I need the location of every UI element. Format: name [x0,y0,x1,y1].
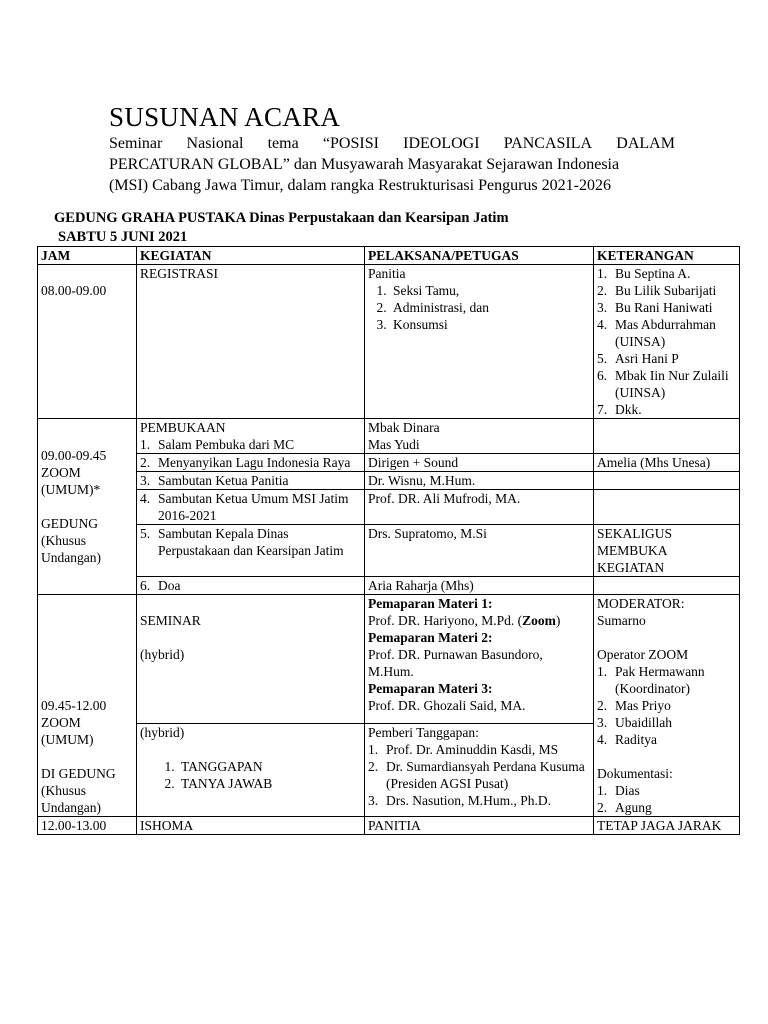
moderator-name: Sumarno [597,613,646,628]
list-item: 1. Seksi Tamu, [390,282,590,299]
keterangan-cell [594,490,740,525]
pelaksana-cell: Aria Raharja (Mhs) [365,577,594,595]
venue-heading: GEDUNG GRAHA PUSTAKA Dinas Perpustakaan dan Kearsipan Jatim [54,210,509,226]
table-row [38,577,740,595]
keterangan-cell [594,472,740,490]
list-item: 2. TANYA JAWAB [178,775,361,792]
table-row [38,817,740,835]
list-item: 1. TANGGAPAN [178,758,361,775]
pelaksana-cell: Dr. Wisnu, M.Hum. [365,472,594,490]
list-item: 1. Dias [597,783,640,798]
pelaksana-cell: Pemberi Tanggapan: 1. Prof. Dr. Aminuddin Kasdi, MS 2. Dr. Sumardiansyah Perdana Kusuma (Presiden AGSI Pusat) 3. Drs. Nasution, M.Hum., Ph.D. [365,724,594,817]
operator-label: Operator ZOOM [597,647,689,662]
list-item: 1. Pak Hermawann (Koordinator) [597,664,705,696]
list-item: 2. Administrasi, dan [390,299,590,316]
list-item: 3. Drs. Nasution, M.Hum., Ph.D. [368,793,552,809]
kegiatan-cell: 4. Sambutan Ketua Umum MSI Jatim 2016-2021 [137,490,365,525]
date-heading: SABTU 5 JUNI 2021 [58,229,188,245]
kegiatan-cell: REGISTRASI [137,265,365,419]
list-item: 5. Asri Hani P [597,351,679,366]
table-row [38,595,740,724]
intro-paragraph [109,133,675,196]
kegiatan-cell: ISHOMA [137,817,365,835]
header-jam: JAM [38,247,137,265]
kegiatan-cell [137,419,365,454]
kegiatan-cell: 5. Sambutan Kepala Dinas Perpustakaan dan Kearsipan Jatim [137,525,365,577]
list-item: 3. Ubaidillah [597,715,672,730]
list-item: 6. Mbak Iin Nur Zulaili (UINSA) [597,368,729,400]
table-row [38,454,740,472]
table-row [38,525,740,577]
table-row [38,265,740,419]
keterangan-cell [594,265,740,419]
kegiatan-cell: 6. Doa [137,577,365,595]
intro-word: DALAM [616,135,675,152]
keterangan-cell [594,577,740,595]
moderator-label: MODERATOR: [597,596,685,611]
pelaksana-cell: PANITIA [365,817,594,835]
pelaksana-cell: Pemaparan Materi 1: Prof. DR. Hariyono, M.Pd. (Zoom) Pemaparan Materi 2: Prof. DR. Purnawan Basundoro, M.Hum. Pemaparan Materi 3: Prof. DR. Ghozali Said, MA. [365,595,594,724]
jam-cell: 09.45-12.00 ZOOM (UMUM) DI GEDUNG (Khusus Undangan) [38,595,137,817]
header-pelaksana: PELAKSANA/PETUGAS [365,247,594,265]
intro-word: Nasional [186,135,244,152]
intro-word: PANCASILA [503,135,593,152]
jam-cell [38,265,137,419]
table-row [38,419,740,454]
jam-cell: 12.00-13.00 [38,817,137,835]
pelaksana-cell: Drs. Supratomo, M.Si [365,525,594,577]
list-item: 2. Agung [597,800,652,815]
header-kegiatan: KEGIATAN [137,247,365,265]
keterangan-cell: TETAP JAGA JARAK [594,817,740,835]
pelaksana-cell: Prof. DR. Ali Mufrodi, MA. [365,490,594,525]
list-item: 7. Dkk. [597,402,642,417]
section-title: PEMBUKAAN [140,420,226,435]
list-item: 3. Konsumsi [390,316,590,333]
intro-word: Seminar [109,135,163,152]
hybrid-label: (hybrid) [140,647,185,662]
pelaksana-cell: Dirigen + Sound [365,454,594,472]
list-item: 3. Bu Rani Haniwati [597,300,713,315]
seminar-label: SEMINAR [140,613,201,628]
list-item: 2. Mas Priyo [597,698,671,713]
intro-word: IDEOLOGI [403,135,480,152]
list-item: 1. Salam Pembuka dari MC [140,437,295,452]
keterangan-cell: Amelia (Mhs Unesa) [594,454,740,472]
pelaksana-cell: Mbak Dinara Mas Yudi [365,419,594,454]
list-item: 4. Raditya [597,732,657,747]
kegiatan-cell: 2. Menyanyikan Lagu Indonesia Raya [137,454,365,472]
pelaksana-title: Panitia [368,266,406,281]
pelaksana-cell [365,265,594,419]
intro-line-3: (MSI) Cabang Jawa Timur, dalam rangka Restrukturisasi Pengurus 2021-2026 [109,177,611,194]
keterangan-cell [594,419,740,454]
tanggapan-list [140,758,361,792]
intro-word: “POSISI [322,135,379,152]
keterangan-cell: SEKALIGUS MEMBUKA KEGIATAN [594,525,740,577]
dokumentasi-label: Dokumentasi: [597,766,673,781]
table-header-row [38,247,740,265]
table-row [38,490,740,525]
list-item: 4. Mas Abdurrahman (UINSA) [597,317,716,349]
list-item: 2. Bu Lilik Subarijati [597,283,717,298]
jam-text: 08.00-09.00 [41,283,107,298]
intro-line-1 [109,133,675,154]
kegiatan-cell: 3. Sambutan Ketua Panitia [137,472,365,490]
keterangan-cell [594,595,740,817]
schedule-table [37,246,740,835]
list-item: 2. Dr. Sumardiansyah Perdana Kusuma (Presiden AGSI Pusat) [368,759,585,792]
list-item: 1. Bu Septina A. [597,266,691,281]
intro-word: tema [267,135,299,152]
document-title: SUSUNAN ACARA [109,102,341,132]
kegiatan-cell [137,595,365,724]
header-keterangan: KETERANGAN [594,247,740,265]
pelaksana-list [368,282,590,333]
table-row [38,472,740,490]
intro-line-2: PERCATURAN GLOBAL” dan Musyawarah Masyarakat Sejarawan Indonesia [109,156,620,173]
jam-cell: 09.00-09.45 ZOOM (UMUM)* GEDUNG (Khusus Undangan) [38,419,137,595]
kegiatan-cell: (hybrid) 1. TANGGAPAN 2. TANYA JAWAB [137,724,365,817]
list-item: 1. Prof. Dr. Aminuddin Kasdi, MS [368,742,559,758]
